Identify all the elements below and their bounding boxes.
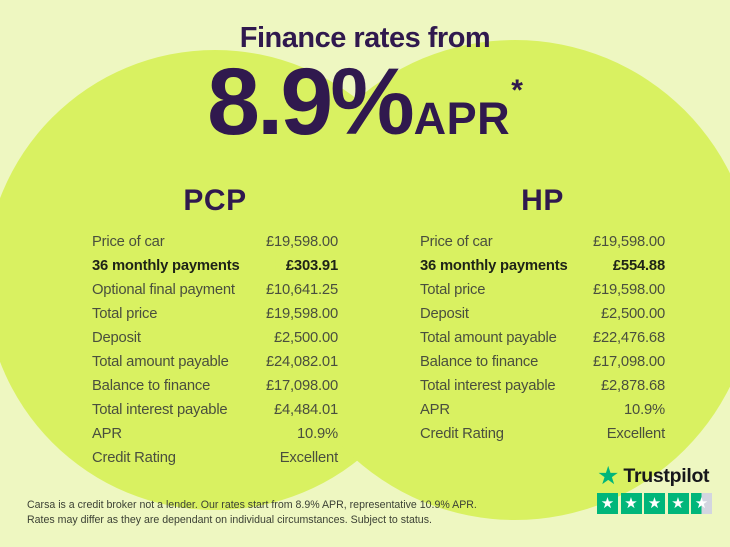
star-icon: ★ [647,495,662,512]
finance-row [420,278,665,302]
row-value: £19,598.00 [592,282,665,298]
row-label: Total amount payable [92,354,229,370]
row-value: £2,500.00 [273,330,338,346]
row-value: £554.88 [612,258,665,274]
row-value: £19,598.00 [592,234,665,250]
row-label: Total price [92,306,158,322]
finance-row [92,398,338,422]
row-value: 10.9% [624,402,665,418]
finance-row [92,230,338,254]
row-value: £2,878.68 [600,378,665,394]
headline-rate [0,50,730,155]
hp-rows [420,230,665,446]
row-label: Credit Rating [420,426,504,442]
finance-row [420,230,665,254]
finance-row [92,446,338,470]
star-icon: ★ [694,495,709,512]
trustpilot-star-box [621,493,642,514]
row-label: Total price [420,282,486,298]
finance-row [420,326,665,350]
row-value: 10.9% [297,426,338,442]
row-value: Excellent [279,450,338,466]
star-icon: ★ [671,495,685,512]
row-value: £19,598.00 [265,234,338,250]
pcp-rows [92,230,338,470]
finance-row [92,278,338,302]
disclaimer-line-1: Carsa is a credit broker not a lender. Our rates start from 8.9% APR, representative 10.9% APR. [27,499,477,511]
pcp-column [92,184,338,470]
trustpilot-brand-text: Trustpilot [623,464,710,487]
rate-value: 8.9% [207,49,412,155]
row-value: £17,098.00 [265,378,338,394]
finance-row [92,350,338,374]
row-value: £22,476.68 [592,330,665,346]
row-value: £17,098.00 [592,354,665,370]
row-label: Price of car [420,234,493,250]
hp-heading: HP [521,184,564,217]
finance-row [420,422,665,446]
trustpilot-star-box [597,493,618,514]
trustpilot-rating-stars [597,493,715,514]
row-value: £19,598.00 [265,306,338,322]
pcp-heading: PCP [183,184,247,217]
finance-row [92,302,338,326]
row-label: Deposit [92,330,141,346]
row-label: APR [420,402,450,418]
row-label: 36 monthly payments [92,258,240,274]
finance-row [420,350,665,374]
row-value: £10,641.25 [265,282,338,298]
star-icon: ★ [600,495,615,512]
row-label: Total interest payable [420,378,556,394]
trustpilot-star-box [691,493,712,514]
finance-row [420,254,665,278]
legal-disclaimer [27,498,497,527]
trustpilot-star-icon: ★ [597,462,620,490]
rate-apr-label: APR [413,93,511,144]
trustpilot-widget [597,464,715,514]
row-label: APR [92,426,122,442]
row-value: £24,082.01 [265,354,338,370]
row-label: Price of car [92,234,165,250]
banner-title: Finance rates from [239,22,491,54]
finance-row [420,302,665,326]
row-label: Balance to finance [420,354,539,370]
star-icon: ★ [624,495,638,512]
hp-column [420,184,665,446]
row-label: Credit Rating [92,450,176,466]
row-label: Deposit [420,306,469,322]
trustpilot-star-box [668,493,689,514]
row-label: Balance to finance [92,378,211,394]
row-value: Excellent [606,426,665,442]
row-label: Total amount payable [420,330,557,346]
finance-row [92,374,338,398]
trustpilot-logo [597,464,715,488]
trustpilot-star-box [644,493,665,514]
row-label: Total interest payable [92,402,228,418]
finance-row [420,398,665,422]
disclaimer-line-2: Rates may differ as they are dependant on individual circumstances. Subject to status. [27,513,432,526]
row-label: 36 monthly payments [420,258,568,274]
finance-row [420,374,665,398]
finance-row [92,254,338,278]
finance-row [92,422,338,446]
row-value: £303.91 [285,258,338,274]
rate-asterisk: * [511,74,523,107]
row-label: Optional final payment [92,282,235,298]
row-value: £4,484.01 [273,402,338,418]
row-value: £2,500.00 [600,306,665,322]
finance-row [92,326,338,350]
